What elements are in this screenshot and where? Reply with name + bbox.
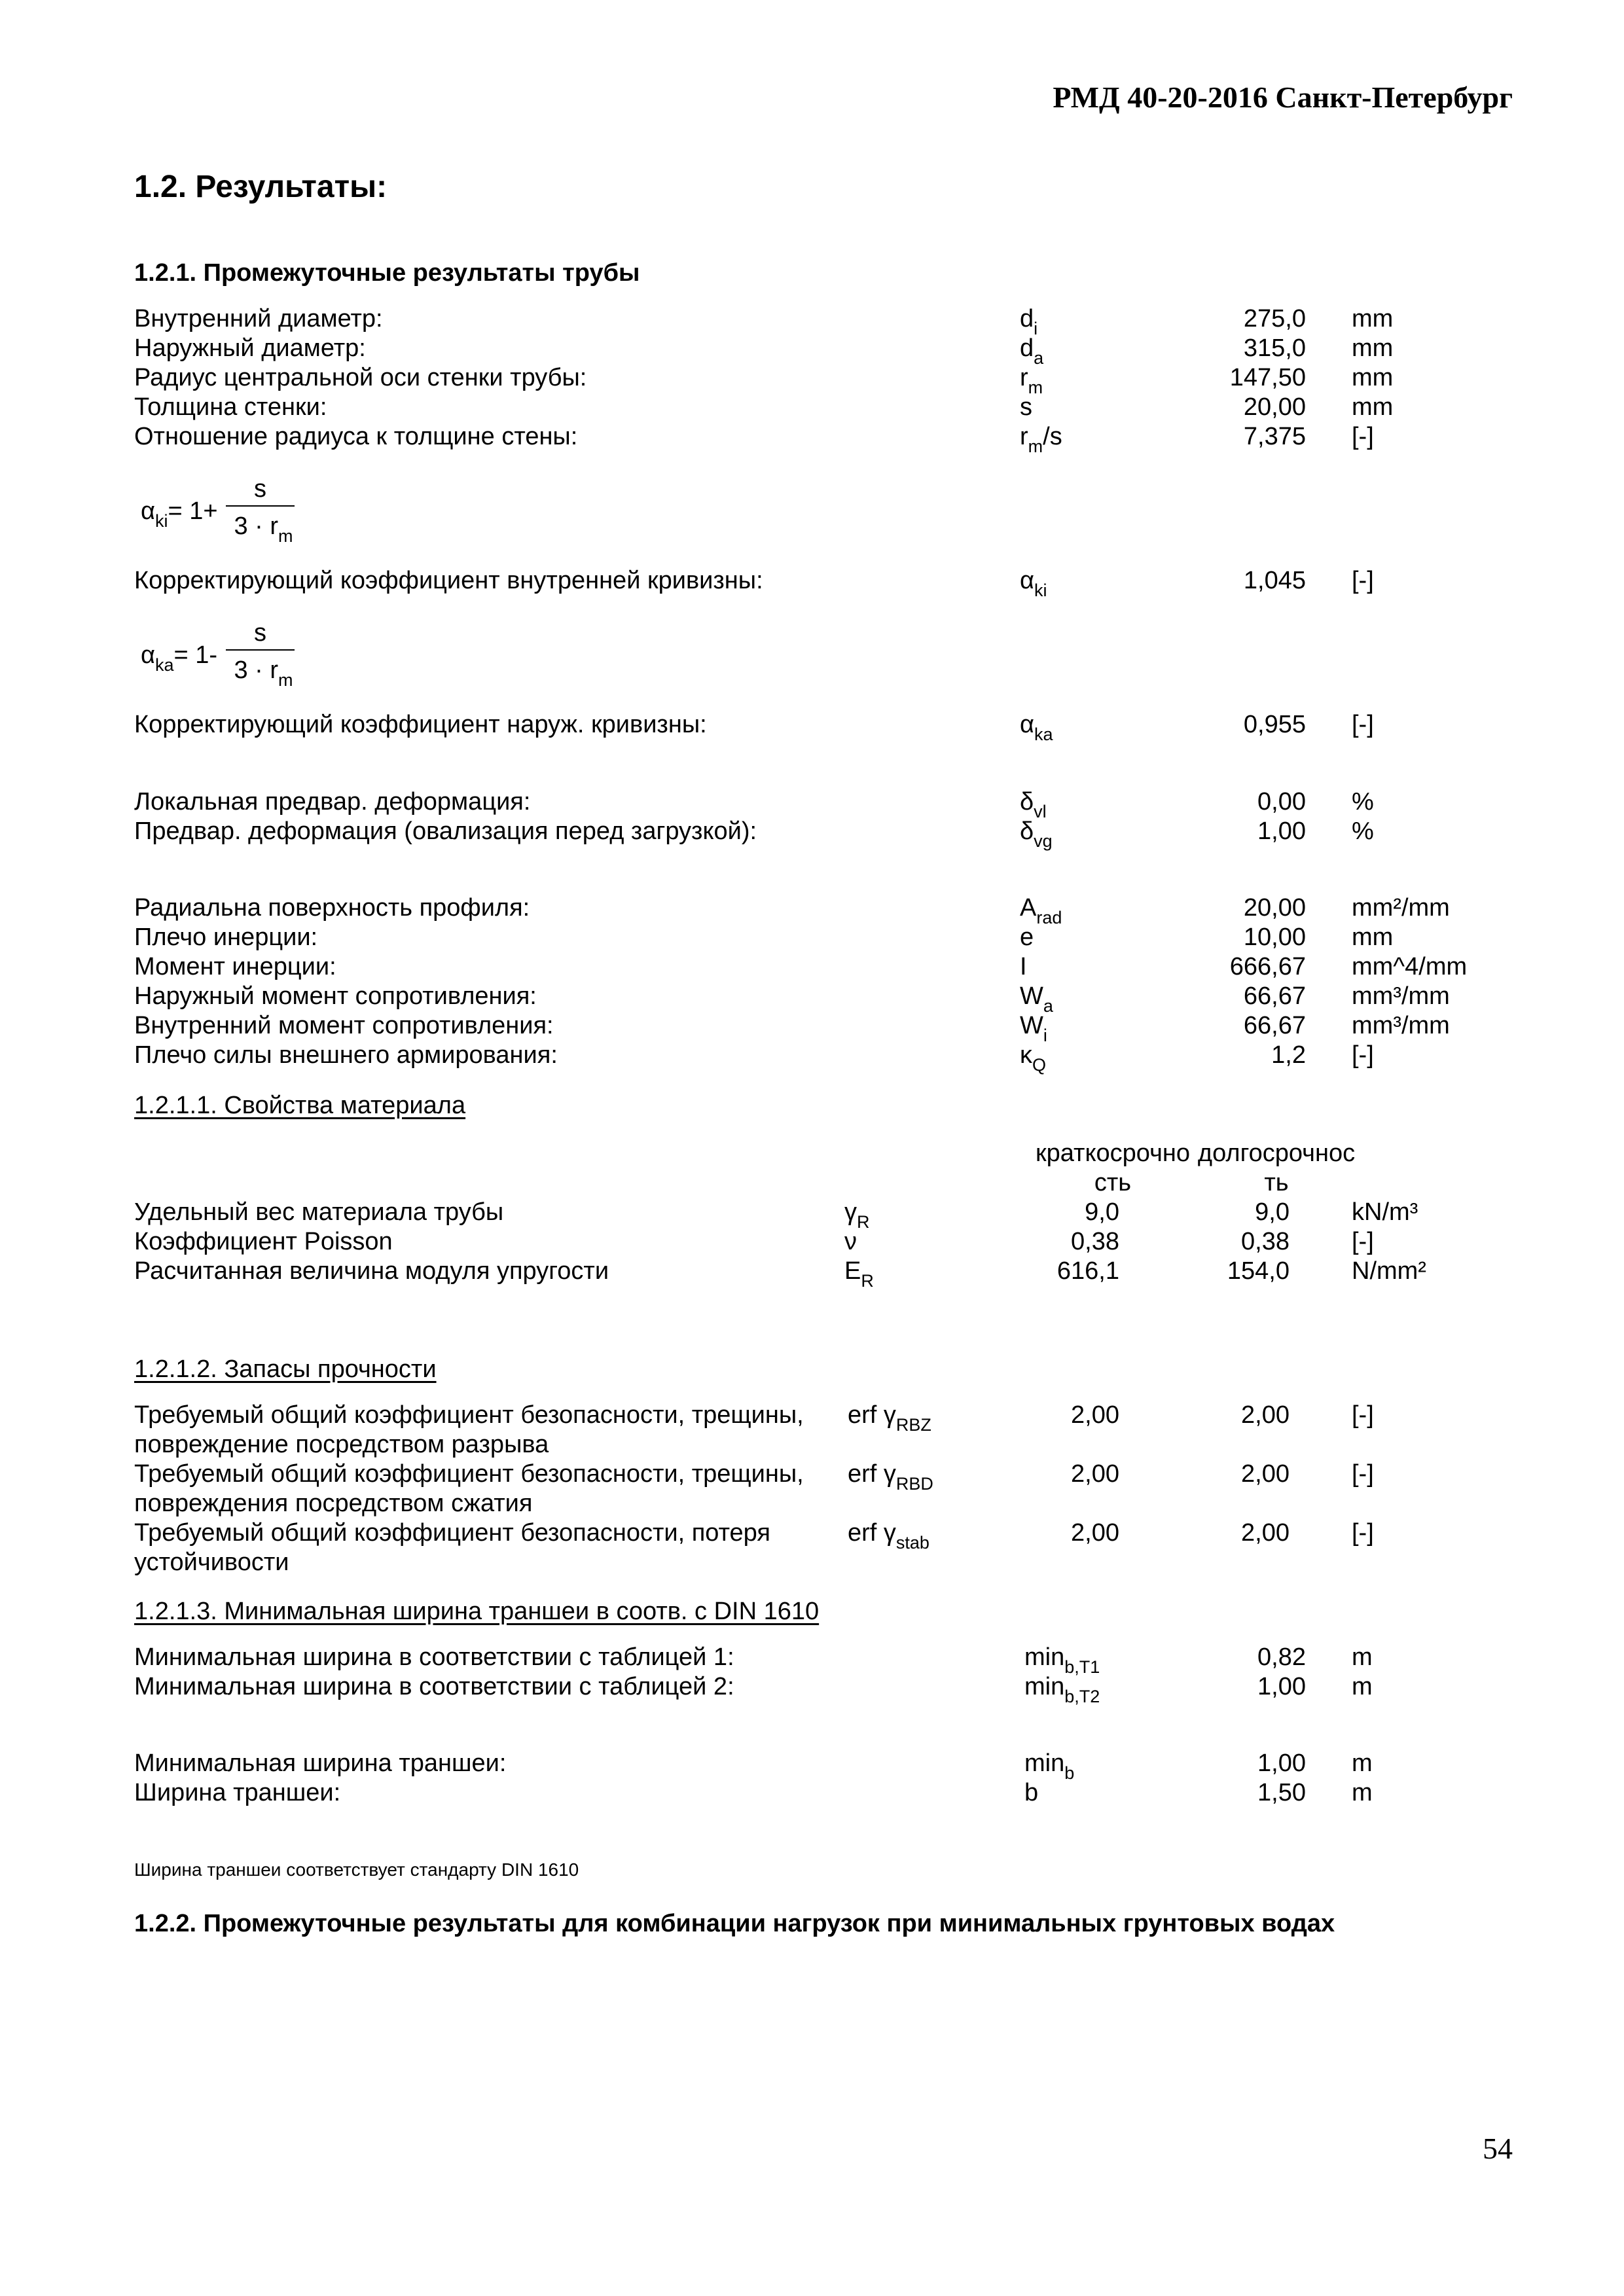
profile-row-symbol: e <box>1020 924 1034 951</box>
deform-row-symbol: $\delta_{vg}$ <box>1020 817 1053 851</box>
ki-label: Корректирующий коэффициент внутренней кривизны: <box>134 567 763 594</box>
trench-note: Ширина траншеи соответствует стандарту DIN 1610 <box>134 1859 579 1880</box>
trench-row-label: Минимальная ширина в соответствии с таблицей 1: <box>134 1643 734 1671</box>
material-row-long: 0,38 <box>1241 1228 1290 1255</box>
pipe-row-value: 20,00 <box>1243 393 1306 421</box>
deform-row-unit: % <box>1352 788 1374 816</box>
subsection-title-material: 1.2.1.1. Свойства материала <box>134 1092 466 1119</box>
profile-row-symbol: $W_i$ <box>1020 1012 1047 1045</box>
material-row-symbol: $\gamma_R$ <box>844 1198 870 1232</box>
column-header-long: долгосрочнос <box>1197 1139 1356 1167</box>
pipe-row-unit: mm <box>1352 364 1394 391</box>
safety-row-label-cont: устойчивости <box>134 1549 289 1576</box>
pipe-row-unit: [-] <box>1352 423 1374 450</box>
profile-row-unit: [-] <box>1352 1041 1374 1069</box>
trench-min-value: 1,00 <box>1257 1749 1306 1777</box>
trench-row-unit: m <box>1352 1643 1373 1671</box>
safety-row-label-cont: повреждение посредством разрыва <box>134 1431 549 1458</box>
safety-row-long: 2,00 <box>1241 1519 1290 1547</box>
safety-row-unit: [-] <box>1352 1519 1374 1547</box>
column-header-short-cont: сть <box>1094 1169 1132 1196</box>
safety-row-symbol: erf $\gamma_{RBZ}$ <box>848 1401 931 1435</box>
ka-label: Корректирующий коэффициент наруж. кривизны: <box>134 711 707 738</box>
pipe-row-label: Радиус центральной оси стенки трубы: <box>134 364 587 391</box>
pipe-row-label: Внутренний диаметр: <box>134 305 383 332</box>
profile-row-unit: mm²/mm <box>1352 894 1450 922</box>
profile-row-label: Плечо инерции: <box>134 924 318 951</box>
formula-ki-fraction-line <box>226 505 295 507</box>
safety-row-label: Требуемый общий коэффициент безопасности, трещины, <box>134 1460 804 1488</box>
ki-value: 1,045 <box>1243 567 1306 594</box>
material-row-long: 154,0 <box>1227 1257 1290 1285</box>
profile-row-value: 66,67 <box>1243 982 1306 1010</box>
pipe-row-value: 147,50 <box>1229 364 1306 391</box>
material-row-unit: [-] <box>1352 1228 1374 1255</box>
pipe-row-unit: mm <box>1352 334 1394 362</box>
safety-row-symbol: erf $\gamma_{RBD}$ <box>848 1460 933 1494</box>
ki-unit: [-] <box>1352 567 1374 594</box>
deform-row-symbol: $\delta_{vl}$ <box>1020 788 1047 821</box>
safety-row-long: 2,00 <box>1241 1401 1290 1429</box>
formula-ka-denominator: $3 \cdot r_m$ <box>234 656 293 690</box>
profile-row-unit: mm³/mm <box>1352 1012 1450 1039</box>
profile-row-label: Радиальна поверхность профиля: <box>134 894 530 922</box>
safety-row-short: 2,00 <box>1071 1460 1119 1488</box>
formula-ki-numerator: s <box>254 475 266 503</box>
subsection-title-next: 1.2.2. Промежуточные результаты для комбинации нагрузок при минимальных грунтовых водах <box>134 1910 1335 1937</box>
profile-row-symbol: $\kappa_Q$ <box>1020 1041 1047 1075</box>
material-row-short: 616,1 <box>1056 1257 1119 1285</box>
trench-row-value: 1,00 <box>1257 1673 1306 1700</box>
trench-min-symbol: $\min_b$ <box>1024 1749 1075 1783</box>
material-row-symbol: $E_R$ <box>844 1257 874 1291</box>
safety-row-unit: [-] <box>1352 1401 1374 1429</box>
safety-row-label-cont: повреждения посредством сжатия <box>134 1490 533 1517</box>
deform-row-label: Предвар. деформация (овализация перед загрузкой): <box>134 817 757 845</box>
profile-row-label: Момент инерции: <box>134 953 336 980</box>
material-row-symbol: ν <box>844 1228 857 1255</box>
safety-row-symbol: erf $\gamma_{stab}$ <box>848 1519 929 1552</box>
trench-min-label: Минимальная ширина траншеи: <box>134 1749 507 1777</box>
profile-row-label: Плечо силы внешнего армирования: <box>134 1041 558 1069</box>
material-row-unit: N/mm² <box>1352 1257 1426 1285</box>
formula-ki-lhs: $\alpha_{ki}= 1+$ <box>141 497 218 531</box>
material-row-label: Расчитанная величина модуля упругости <box>134 1257 609 1285</box>
profile-row-symbol: $A_{rad}$ <box>1020 894 1062 927</box>
trench-row-label: Минимальная ширина в соответствии с таблицей 2: <box>134 1673 734 1700</box>
profile-row-value: 1,2 <box>1271 1041 1306 1069</box>
pipe-row-value: 7,375 <box>1243 423 1306 450</box>
trench-row-symbol: $\min_{b,T1}$ <box>1024 1643 1100 1677</box>
material-row-short: 9,0 <box>1085 1198 1119 1226</box>
pipe-row-symbol: $d_a$ <box>1020 334 1044 368</box>
safety-row-label: Требуемый общий коэффициент безопасности, потеря <box>134 1519 770 1547</box>
trench-width-value: 1,50 <box>1257 1779 1306 1806</box>
profile-row-unit: mm <box>1352 924 1394 951</box>
pipe-row-symbol: $r_m$ <box>1020 364 1043 397</box>
deform-row-value: 1,00 <box>1257 817 1306 845</box>
trench-width-label: Ширина траншеи: <box>134 1779 341 1806</box>
safety-row-long: 2,00 <box>1241 1460 1290 1488</box>
subsection-title-safety: 1.2.1.2. Запасы прочности <box>134 1355 437 1383</box>
profile-row-label: Внутренний момент сопротивления: <box>134 1012 554 1039</box>
pipe-row-label: Наружный диаметр: <box>134 334 366 362</box>
pipe-row-label: Толщина стенки: <box>134 393 327 421</box>
profile-row-unit: mm³/mm <box>1352 982 1450 1010</box>
material-row-unit: kN/m³ <box>1352 1198 1418 1226</box>
profile-row-symbol: I <box>1020 953 1027 980</box>
profile-row-value: 666,67 <box>1229 953 1306 980</box>
material-row-long: 9,0 <box>1255 1198 1290 1226</box>
safety-row-short: 2,00 <box>1071 1519 1119 1547</box>
profile-row-unit: mm^4/mm <box>1352 953 1468 980</box>
deform-row-unit: % <box>1352 817 1374 845</box>
material-row-short: 0,38 <box>1071 1228 1119 1255</box>
formula-ki-denominator: $3 \cdot r_m$ <box>234 512 293 546</box>
subsection-title-pipe: 1.2.1. Промежуточные результаты трубы <box>134 259 640 287</box>
trench-row-symbol: $\min_{b,T2}$ <box>1024 1673 1100 1706</box>
pipe-row-label: Отношение радиуса к толщине стены: <box>134 423 578 450</box>
trench-row-unit: m <box>1352 1673 1373 1700</box>
page-number: 54 <box>1483 2132 1513 2165</box>
safety-row-short: 2,00 <box>1071 1401 1119 1429</box>
formula-ka-fraction-line <box>226 649 295 651</box>
pipe-row-value: 315,0 <box>1243 334 1306 362</box>
pipe-row-unit: mm <box>1352 393 1394 421</box>
subsection-title-trench: 1.2.1.3. Минимальная ширина траншеи в соотв. с DIN 1610 <box>134 1598 820 1625</box>
pipe-row-symbol: $r_m/s$ <box>1020 423 1062 456</box>
material-row-label: Коэффициент Poisson <box>134 1228 393 1255</box>
ka-unit: [-] <box>1352 711 1374 738</box>
column-header-long-cont: ть <box>1264 1169 1289 1196</box>
trench-width-symbol: b <box>1024 1779 1039 1806</box>
profile-row-symbol: $W_a$ <box>1020 982 1053 1016</box>
ki-symbol: $\alpha_{ki}$ <box>1020 567 1047 600</box>
profile-row-value: 20,00 <box>1243 894 1306 922</box>
pipe-row-unit: mm <box>1352 305 1394 332</box>
pipe-row-symbol: s <box>1020 393 1032 421</box>
trench-min-unit: m <box>1352 1749 1373 1777</box>
pipe-row-value: 275,0 <box>1243 305 1306 332</box>
profile-row-value: 10,00 <box>1243 924 1306 951</box>
deform-row-value: 0,00 <box>1257 788 1306 816</box>
safety-row-label: Требуемый общий коэффициент безопасности, трещины, <box>134 1401 804 1429</box>
profile-row-value: 66,67 <box>1243 1012 1306 1039</box>
ka-symbol: $\alpha_{ka}$ <box>1020 711 1053 744</box>
formula-ka-numerator: s <box>254 619 266 647</box>
document-header: РМД 40-20-2016 Санкт-Петербург <box>1053 81 1513 114</box>
section-title: 1.2. Результаты: <box>134 170 388 204</box>
trench-width-unit: m <box>1352 1779 1373 1806</box>
safety-row-unit: [-] <box>1352 1460 1374 1488</box>
ka-value: 0,955 <box>1243 711 1306 738</box>
formula-ka-lhs: $\alpha_{ka}= 1-$ <box>141 641 218 675</box>
deform-row-label: Локальная предвар. деформация: <box>134 788 531 816</box>
profile-row-label: Наружный момент сопротивления: <box>134 982 537 1010</box>
material-row-label: Удельный вес материала трубы <box>134 1198 504 1226</box>
column-header-short: краткосрочно <box>1036 1139 1190 1167</box>
trench-row-value: 0,82 <box>1257 1643 1306 1671</box>
pipe-row-symbol: $d_i$ <box>1020 305 1038 338</box>
